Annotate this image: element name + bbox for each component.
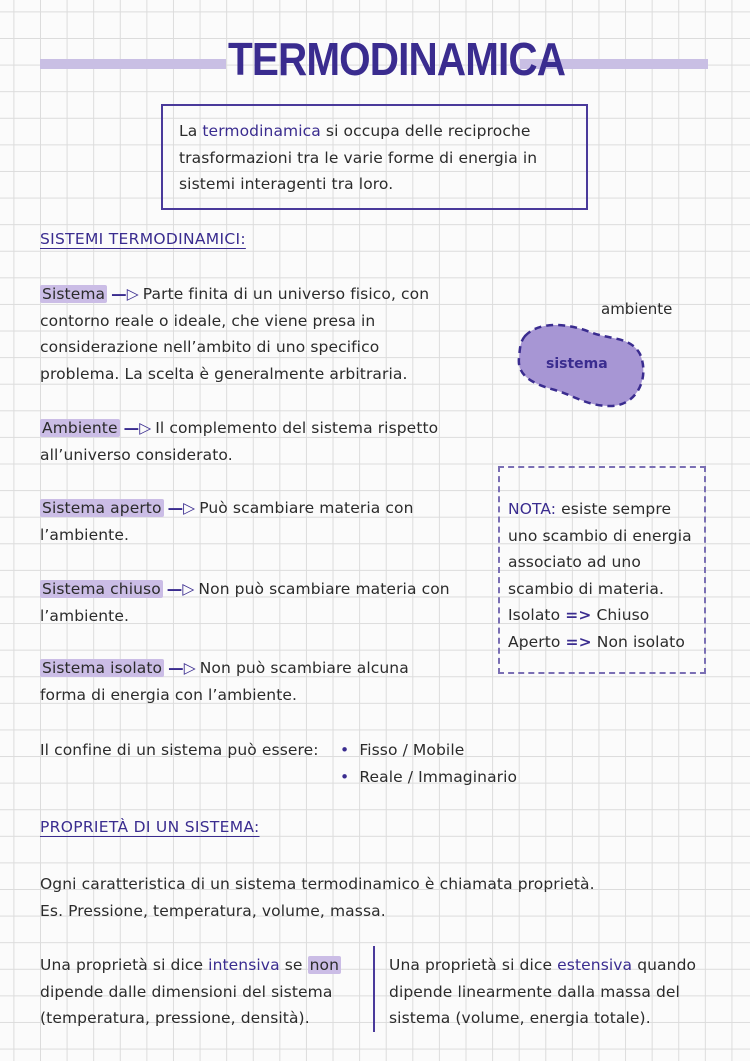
definition-aperto: Sistema aperto —▷ Può scambiare materia con l’ambiente. [40,499,414,544]
bullet-icon: • [340,741,350,759]
diagram-sistema-label: sistema [546,356,608,372]
implies-icon: => [565,606,592,624]
definition-ambiente: Ambiente —▷ Il complemento del sistema rispetto all’universo considerato. [40,419,439,464]
implies-icon: => [565,632,592,651]
term-isolato: Sistema isolato [42,659,163,677]
definition-chiuso: Sistema chiuso —▷ Non può scambiare materia con l’ambiente. [40,580,450,625]
arrow-icon: —▷ [111,285,139,303]
note-row-isolato: Isolato => Chiuso [508,606,650,624]
note-label: NOTA: [508,500,557,518]
note-box: NOTA: esiste sempre uno scambio di energia associato ad uno scambio di materia. Isolato => Chiuso Aperto => Non isolato [498,466,706,674]
term-intensiva: intensiva [208,956,280,974]
title-highlight-left [40,59,226,69]
confine-prefix: Il confine di un sistema può essere: [40,741,319,759]
note-row-aperto: Aperto => Non isolato [508,632,685,651]
diagram-ambiente-label: ambiente [601,300,673,318]
intro-line-3: sistemi interagenti tra loro. [179,175,394,193]
intro-box [161,104,588,210]
proprieta-text: Ogni caratteristica di un sistema termodinamico è chiamata proprietà. Es. Pressione, temperatura, volume, massa. [40,875,595,920]
arrow-icon: —▷ [167,499,196,517]
definition-sistema: Sistema —▷ Parte finita di un universo fisico, con contorno reale o ideale, che viene presa in considerazione nell’ambito di uno specifico problema. La scelta è generalmente arbitraria. [40,285,430,383]
bullet-icon: • [340,767,350,786]
page-title: TERMODINAMICA [228,33,566,85]
column-divider [373,946,375,1032]
intensiva-text: Una proprietà si dice intensiva se non dipende dalle dimensioni del sistema (temperatura, pressione, densità). [40,956,339,1027]
intro-term: termodinamica [202,122,321,140]
term-non: non [309,956,339,974]
term-estensiva: estensiva [557,956,633,974]
estensiva-text: Una proprietà si dice estensiva quando dipende linearmente dalla massa del sistema (volume, energia totale). [389,956,697,1027]
definition-isolato: Sistema isolato —▷ Non può scambiare alcuna forma di energia con l’ambiente. [40,659,409,704]
confine-list: • Fisso / Mobile • Reale / Immaginario [340,741,518,786]
term-chiuso: Sistema chiuso [42,580,161,598]
intro-line-2: trasformazioni tra le varie forme di energia in [179,148,538,167]
section-title-proprieta: PROPRIETÀ DI UN SISTEMA: [40,818,260,836]
arrow-icon: —▷ [166,580,195,598]
arrow-icon: —▷ [168,659,196,677]
term-ambiente: Ambiente [42,419,118,437]
term-sistema: Sistema [42,285,106,303]
arrow-icon: —▷ [123,419,152,437]
term-aperto: Sistema aperto [42,499,162,517]
intro-line-1: La termodinamica si occupa delle reciproche [179,122,531,140]
section-title-sistemi: SISTEMI TERMODINAMICI: [40,230,246,248]
